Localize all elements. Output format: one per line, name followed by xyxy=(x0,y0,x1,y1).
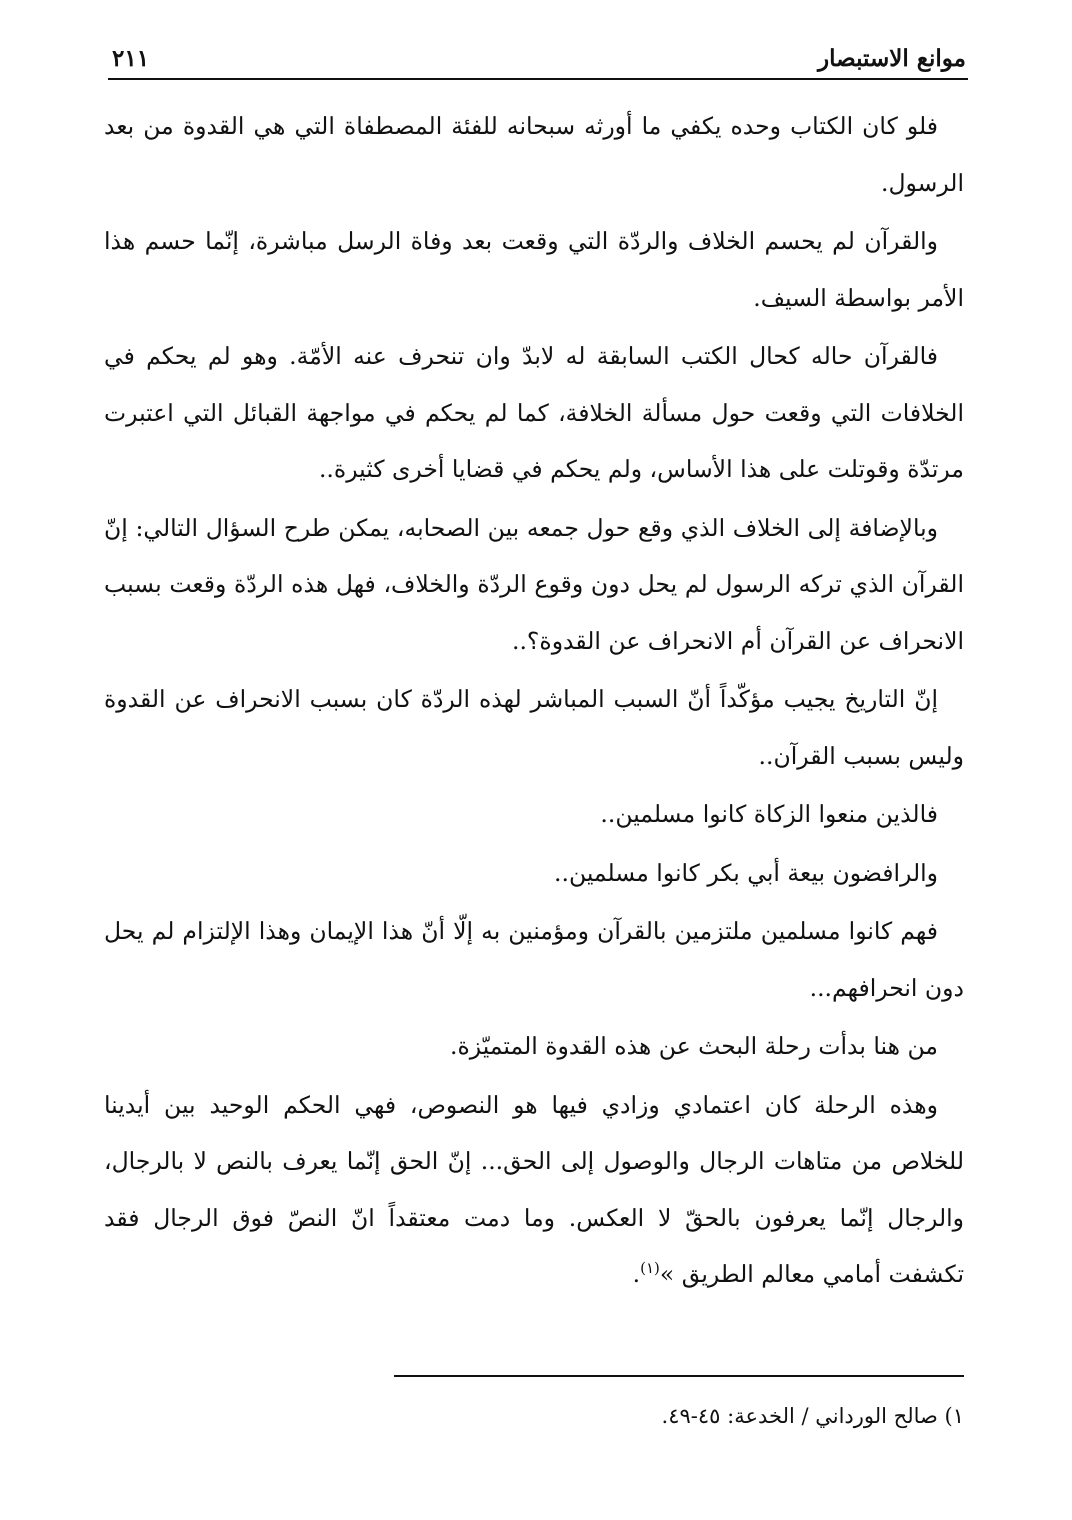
body-text xyxy=(104,98,964,1305)
paragraph: فهم كانوا مسلمين ملتزمين بالقرآن ومؤمنين به إلّا أنّ هذا الإيمان وهذا الإلتزام لم يحل دون انحرافهم... xyxy=(104,917,964,1002)
closing-punctuation: . xyxy=(632,1260,641,1288)
paragraph: والقرآن لم يحسم الخلاف والردّة التي وقعت بعد وفاة الرسل مباشرة، إنّما حسم هذا الأمر بواسطة السيف. xyxy=(104,227,964,312)
paragraph: فالذين منعوا الزكاة كانوا مسلمين.. xyxy=(600,800,938,828)
paragraph-last xyxy=(104,1077,964,1303)
footnote: ١) صالح الورداني / الخدعة: ٤٥-٤٩. xyxy=(661,1404,964,1428)
paragraph-text: وهذه الرحلة كان اعتمادي وزادي فيها هو النصوص، فهي الحكم الوحيد بين أيدينا للخلاص من متاهات الرجال والوصول إلى الحق... إنّ الحق إنّما يعرف بالنص لا بالرجال، والرجال إنّما يعرفون بالحقّ لا العكس. وما دمت معتقداً انّ النصّ فوق الرجال فقد تكشفت أمامي معالم الطريق » xyxy=(104,1090,964,1288)
paragraph: إنّ التاريخ يجيب مؤكّداً أنّ السبب المباشر لهذه الردّة كان بسبب الانحراف عن القدوة وليس بسبب القرآن.. xyxy=(104,685,964,770)
chapter-title: موانع الاستبصار xyxy=(818,45,966,72)
paragraph: والرافضون بيعة أبي بكر كانوا مسلمين.. xyxy=(554,858,938,887)
paragraph: فالقرآن حاله كحال الكتب السابقة له لابدّ وان تنحرف عنه الأمّة. وهو لم يحكم في الخلافات التي وقعت حول مسألة الخلافة، كما لم يحكم في مواجهة القبائل التي اعتبرت مرتدّة وقوتلت على هذا الأساس، ولم يحكم في قضايا أخرى كثيرة.. xyxy=(104,342,964,483)
running-header xyxy=(108,40,968,80)
paragraph: وبالإضافة إلى الخلاف الذي وقع حول جمعه بين الصحابه، يمكن طرح السؤال التالي: إنّ القرآن الذي تركه الرسول لم يحل دون وقوع الردّة والخلاف، فهل هذه الردّة وقعت بسبب الانحراف عن القرآن أم الانحراف عن القدوة؟.. xyxy=(104,513,964,655)
page-number: ٢١١ xyxy=(112,45,150,72)
footnote-reference[interactable]: (١) xyxy=(640,1259,660,1278)
paragraph: من هنا بدأت رحلة البحث عن هذه القدوة المتميّزة. xyxy=(449,1032,938,1060)
paragraph: فلو كان الكتاب وحده يكفي ما أورثه سبحانه للفئة المصطفاة التي هي القدوة من بعد الرسول. xyxy=(104,112,964,197)
footnote-separator xyxy=(394,1375,964,1377)
